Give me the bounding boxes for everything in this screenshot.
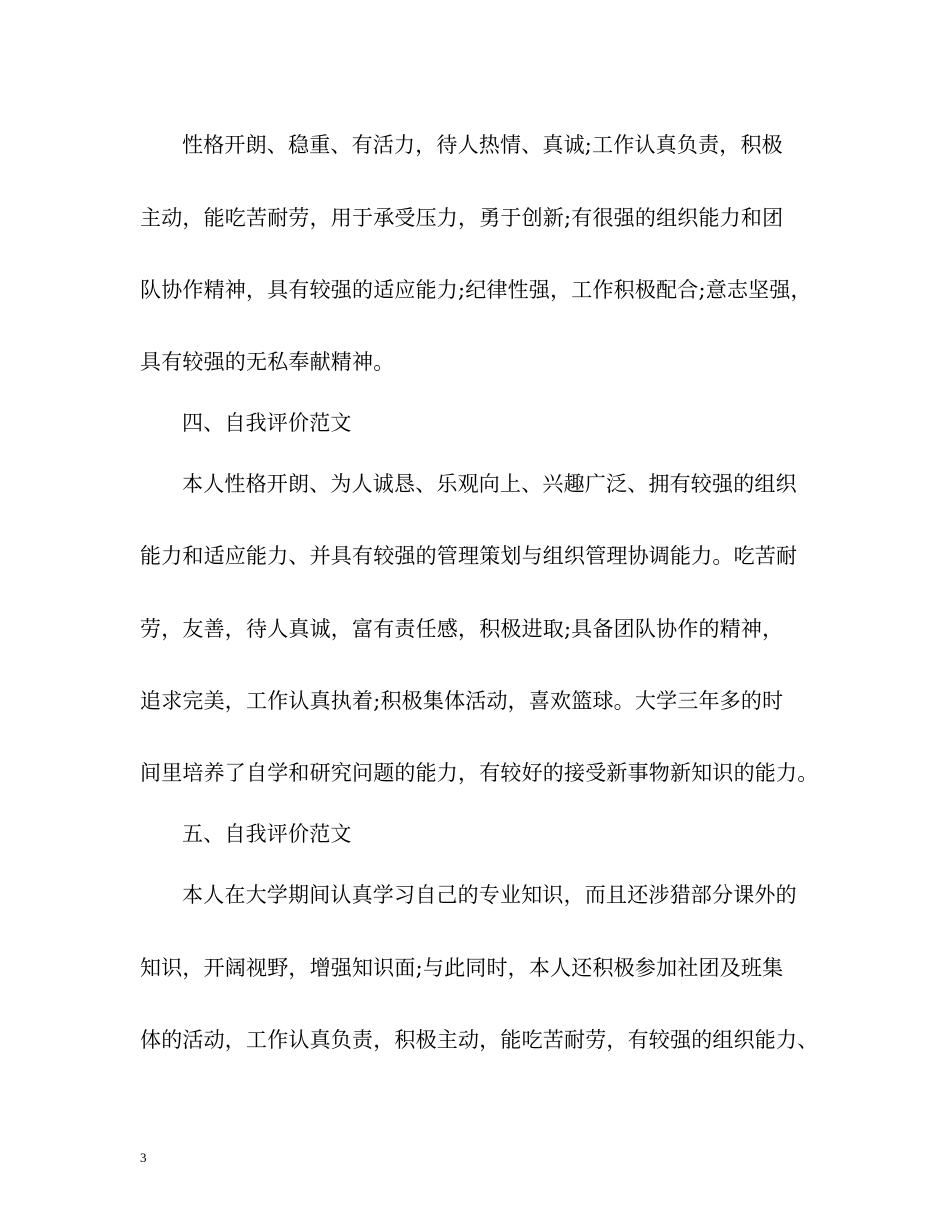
paragraph-line: 本人在大学期间认真学习自己的专业知识，而且还涉猎部分课外的 bbox=[182, 883, 797, 907]
paragraph-line: 具有较强的无私奉献精神。 bbox=[140, 350, 395, 374]
paragraph-line: 本人性格开朗、为人诚恳、乐观向上、兴趣广泛、拥有较强的组织 bbox=[182, 472, 797, 496]
paragraph-line: 体的活动，工作认真负责，积极主动，能吃苦耐劳，有较强的组织能力、 bbox=[140, 1028, 819, 1052]
page-number: 3 bbox=[140, 1150, 147, 1165]
paragraph-line: 间里培养了自学和研究问题的能力，有较好的接受新事物新知识的能力。 bbox=[140, 761, 819, 785]
paragraph-line: 性格开朗、稳重、有活力，待人热情、真诚;工作认真负责，积极 bbox=[182, 133, 783, 157]
paragraph-line: 追求完美，工作认真执着;积极集体活动，喜欢篮球。大学三年多的时 bbox=[140, 689, 784, 713]
paragraph-line: 队协作精神，具有较强的适应能力;纪律性强，工作积极配合;意志坚强， bbox=[140, 278, 812, 302]
paragraph-line: 劳，友善，待人真诚，富有责任感，积极进取;具备团队协作的精神， bbox=[140, 617, 784, 641]
section-heading: 四、自我评价范文 bbox=[182, 411, 352, 435]
section-heading: 五、自我评价范文 bbox=[182, 822, 352, 846]
paragraph-line: 主动，能吃苦耐劳，用于承受压力，勇于创新;有很强的组织能力和团 bbox=[140, 206, 784, 230]
paragraph-line: 能力和适应能力、并具有较强的管理策划与组织管理协调能力。吃苦耐 bbox=[140, 544, 798, 568]
paragraph-line: 知识，开阔视野，增强知识面;与此同时，本人还积极参加社团及班集 bbox=[140, 956, 784, 980]
